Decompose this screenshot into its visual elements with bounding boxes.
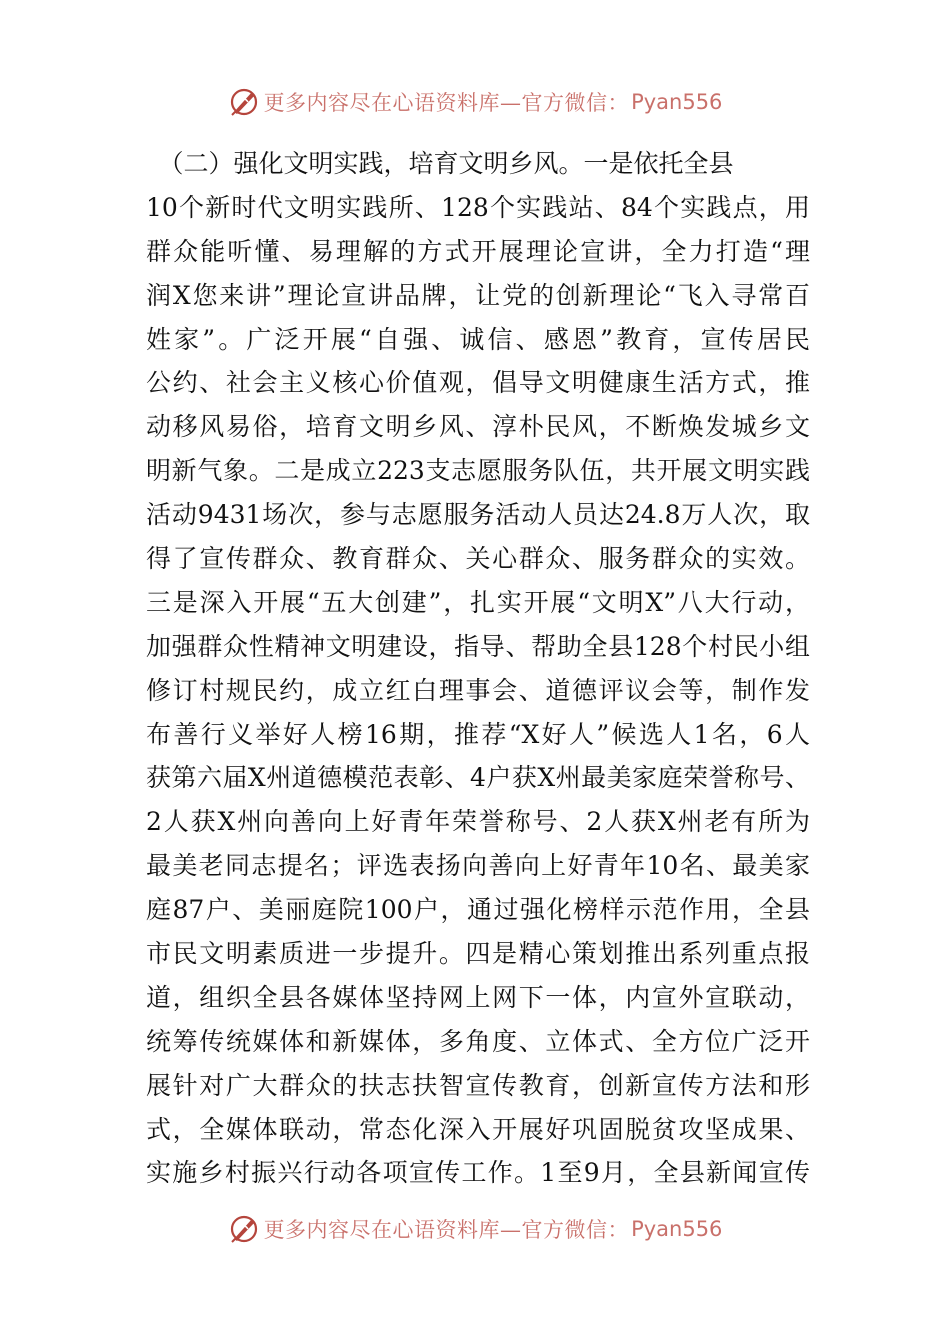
paragraph-line: 修订村规民约，成立红白理事会、道德评议会等，制作发 (146, 675, 810, 705)
paragraph-line: 获第六届X州道德模范表彰、4户获X州最美家庭荣誉称号、 (146, 763, 810, 793)
document-body (146, 142, 810, 1195)
pen-logo-icon (228, 86, 260, 118)
paragraph-line: 动移风易俗，培育文明乡风、淳朴民风，不断焕发城乡文 (146, 412, 810, 442)
paragraph-line: 群众能听懂、易理解的方式开展理论宣讲，全力打造“理 (146, 236, 810, 266)
paragraph-line: 市民文明素质进一步提升。四是精心策划推出系列重点报 (146, 939, 810, 969)
paragraph-line: 10个新时代文明实践所、128个实践站、84个实践点，用 (146, 192, 810, 222)
paragraph-line: 得了宣传群众、教育群众、关心群众、服务群众的实效。 (146, 544, 810, 574)
watermark-header (0, 82, 950, 122)
pen-logo-icon (228, 1213, 260, 1245)
paragraph-line: （二）强化文明实践，培育文明乡风。一是依托全县 (146, 149, 734, 178)
paragraph-line: 2人获X州向善向上好青年荣誉称号、2人获X州老有所为 (146, 807, 810, 837)
paragraph-line: 加强群众性精神文明建设，指导、帮助全县128个村民小组 (146, 631, 810, 661)
watermark-wechat-id: Pyan556 (631, 90, 723, 114)
paragraph-line: 实施乡村振兴行动各项宣传工作。1至9月，全县新闻宣传 (146, 1158, 810, 1188)
watermark-text: 更多内容尽在心语资料库—官方微信： (263, 1218, 630, 1242)
paragraph-line: 活动9431场次，参与志愿服务活动人员达24.8万人次，取 (146, 500, 810, 530)
paragraph-line: 道，组织全县各媒体坚持网上网下一体，内宣外宣联动， (146, 982, 810, 1012)
paragraph-line: 三是深入开展“五大创建”，扎实开展“文明X”八大行动， (146, 587, 810, 617)
watermark-text: 更多内容尽在心语资料库—官方微信： (263, 91, 630, 115)
paragraph-line: 公约、社会主义核心价值观，倡导文明健康生活方式，推 (146, 368, 810, 398)
paragraph-line: 明新气象。二是成立223支志愿服务队伍，共开展文明实践 (146, 456, 810, 486)
paragraph-line: 润X您来讲”理论宣讲品牌，让党的创新理论“飞入寻常百 (146, 280, 810, 310)
paragraph-line: 布善行义举好人榜16期，推荐“X好人”候选人1名，6人 (146, 719, 810, 749)
paragraph-line: 统筹传统媒体和新媒体，多角度、立体式、全方位广泛开 (146, 1026, 810, 1056)
paragraph-line: 庭87户、美丽庭院100户，通过强化榜样示范作用，全县 (146, 895, 810, 925)
paragraph-line: 最美老同志提名；评选表扬向善向上好青年10名、最美家 (146, 851, 810, 881)
watermark-wechat-id: Pyan556 (631, 1217, 723, 1241)
paragraph-line: 姓家”。广泛开展“自强、诚信、感恩”教育，宣传居民 (146, 324, 810, 354)
watermark-footer (0, 1209, 950, 1249)
paragraph-line: 式，全媒体联动，常态化深入开展好巩固脱贫攻坚成果、 (146, 1114, 810, 1144)
paragraph-line: 展针对广大群众的扶志扶智宣传教育，创新宣传方法和形 (146, 1070, 810, 1100)
